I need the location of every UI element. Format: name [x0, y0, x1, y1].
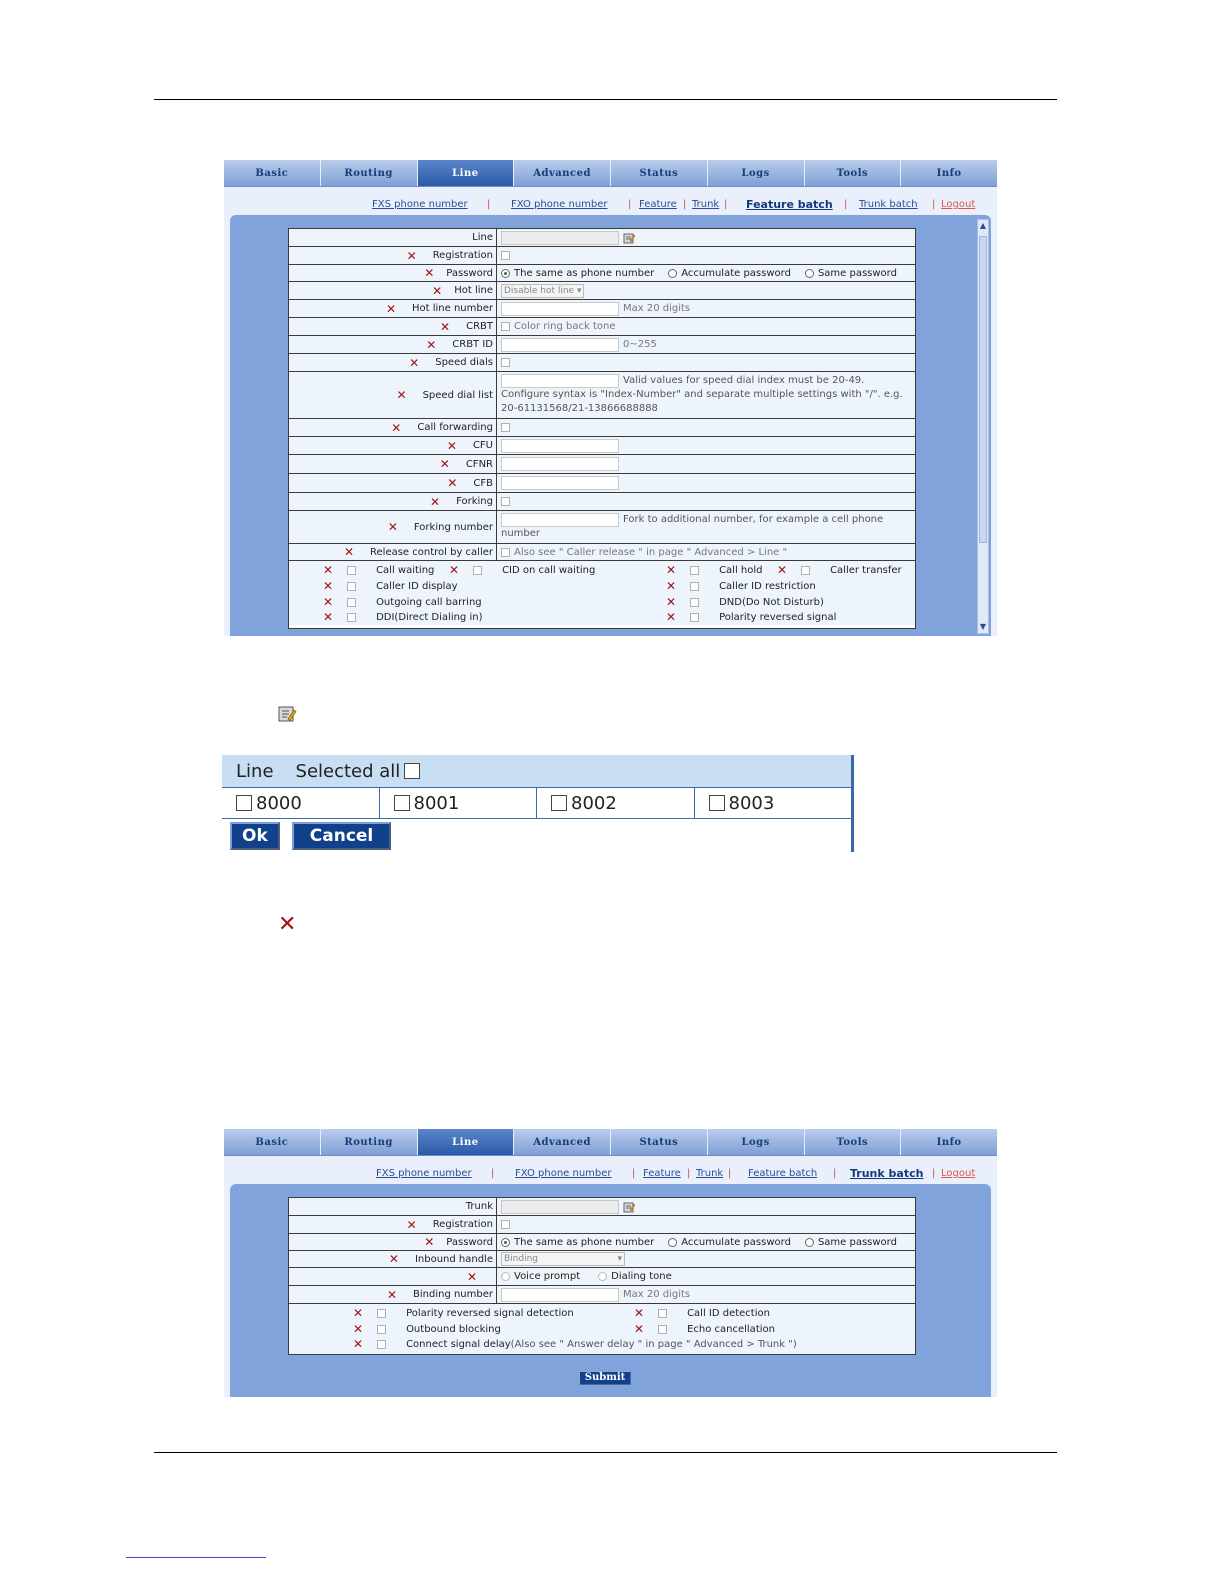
- registration-checkbox[interactable]: [501, 251, 510, 260]
- release-control-row: [289, 544, 915, 561]
- x-icon[interactable]: ✕: [353, 1322, 364, 1336]
- password-row: [289, 265, 915, 282]
- line-checkbox[interactable]: [551, 795, 567, 811]
- password-accumulate-label: Accumulate password: [681, 1236, 791, 1248]
- prompt-row: [289, 1268, 915, 1286]
- feature-batch-link[interactable]: Feature batch: [746, 198, 833, 211]
- x-icon[interactable]: ✕: [323, 563, 334, 577]
- speed-dial-help: Valid values for speed dial index must be 20-49. Configure syntax is "Index-Number" and separate multiple settings with "/". e.g. 20-61131568/21-13866688888: [501, 375, 903, 414]
- hot-line-select[interactable]: Disable hot line ▾: [501, 284, 584, 298]
- line-checkbox[interactable]: [394, 795, 410, 811]
- crbt-id-label: CRBT ID: [452, 339, 493, 350]
- sub-navigation: [224, 187, 997, 215]
- connect-signal-delay-label: Connect signal delay: [406, 1338, 511, 1350]
- voice-prompt-radio[interactable]: [501, 1272, 510, 1281]
- password-accumulate-radio[interactable]: [668, 1238, 677, 1247]
- crbt-desc: Color ring back tone: [514, 321, 616, 332]
- hot-line-number-row: [289, 300, 915, 318]
- trunk-batch-panel: [224, 1129, 997, 1397]
- x-icon[interactable]: ✕: [440, 319, 451, 334]
- password-same-radio[interactable]: [501, 1238, 510, 1247]
- separator: |: [487, 199, 491, 210]
- speed-dials-checkbox[interactable]: [501, 358, 510, 367]
- trunk-label: Trunk: [465, 1201, 493, 1212]
- fxs-link[interactable]: FXS phone number: [372, 199, 468, 210]
- outbound-blocking-label: Outbound blocking: [406, 1323, 501, 1335]
- registration-label: Registration: [432, 1219, 493, 1230]
- cfu-row: [289, 437, 915, 455]
- x-icon[interactable]: ✕: [386, 1287, 397, 1302]
- x-icon[interactable]: ✕: [391, 420, 402, 435]
- caller-id-restriction-checkbox[interactable]: [690, 582, 699, 591]
- x-icon[interactable]: ✕: [409, 355, 420, 370]
- password-label: Password: [446, 267, 493, 279]
- same-password-label: Same password: [817, 267, 897, 279]
- crbt-row: [289, 318, 915, 336]
- footnote-rule: [126, 1557, 266, 1558]
- tab-advanced[interactable]: Advanced: [514, 1129, 611, 1155]
- trunk-batch-link[interactable]: Trunk batch: [850, 1167, 924, 1180]
- fxo-link[interactable]: FXO phone number: [515, 1168, 612, 1179]
- x-icon[interactable]: ✕: [430, 494, 441, 509]
- trunk-form: [288, 1197, 916, 1355]
- line-options: [222, 787, 854, 819]
- line-option: [695, 788, 855, 818]
- main-tabs: [224, 160, 997, 187]
- speed-dial-list-input[interactable]: [501, 374, 619, 388]
- selected-all-checkbox[interactable]: [404, 763, 420, 779]
- polarity-checkbox[interactable]: [690, 613, 699, 622]
- sub-navigation: [224, 1156, 997, 1184]
- edit-icon[interactable]: [623, 232, 635, 244]
- x-icon[interactable]: ✕: [666, 610, 677, 624]
- cfb-row: [289, 474, 915, 493]
- tab-routing[interactable]: Routing: [321, 160, 418, 186]
- cid-on-call-waiting-label: CID on call waiting: [502, 564, 596, 576]
- feature-link[interactable]: Feature: [639, 199, 677, 210]
- hot-line-label: Hot line: [454, 285, 493, 296]
- password-same-label: The same as phone number: [514, 267, 655, 279]
- header-rule: [154, 99, 1057, 100]
- separator: |: [687, 1168, 691, 1179]
- trunk-batch-link[interactable]: Trunk batch: [859, 199, 918, 210]
- ok-button[interactable]: Ok: [230, 822, 280, 850]
- tab-routing[interactable]: Routing: [321, 1129, 418, 1155]
- hint: 0~255: [623, 339, 657, 350]
- tab-basic[interactable]: Basic: [224, 160, 321, 186]
- x-icon: ✕: [278, 912, 297, 937]
- line-option-label: 8003: [728, 792, 775, 814]
- password-same-radio[interactable]: [501, 269, 510, 278]
- line-option: [537, 788, 695, 818]
- tab-info[interactable]: Info: [936, 1137, 962, 1148]
- separator: |: [632, 1168, 636, 1179]
- hot-line-number-label: Hot line number: [412, 303, 493, 314]
- tab-line[interactable]: Line: [418, 1129, 515, 1155]
- separator: |: [728, 1168, 732, 1179]
- dnd-checkbox[interactable]: [690, 598, 699, 607]
- forking-help: Fork to additional number, for example a cell phone number: [501, 514, 884, 539]
- vertical-scrollbar[interactable]: [977, 219, 989, 634]
- hot-line-number-input[interactable]: [501, 302, 619, 316]
- outgoing-call-barring-label: Outgoing call barring: [376, 596, 482, 608]
- content-frame: [230, 215, 991, 636]
- separator: |: [932, 1168, 936, 1179]
- call-waiting-checkbox[interactable]: [347, 566, 356, 575]
- logout-link[interactable]: Logout: [941, 199, 976, 210]
- tab-line[interactable]: Line: [418, 160, 515, 186]
- x-icon[interactable]: ✕: [385, 301, 396, 316]
- x-icon[interactable]: ✕: [323, 579, 334, 593]
- selector-title: Line: [236, 760, 274, 782]
- x-icon[interactable]: ✕: [439, 457, 450, 471]
- feature-checkbox-grid: [289, 561, 915, 625]
- separator: |: [932, 199, 936, 210]
- crbt-id-input[interactable]: [501, 338, 619, 352]
- cfb-label: CFB: [473, 477, 493, 489]
- binding-number-label: Binding number: [413, 1289, 493, 1300]
- same-password-label: Same password: [817, 1236, 897, 1248]
- x-icon[interactable]: ✕: [353, 1337, 364, 1351]
- tab-logs[interactable]: Logs: [708, 1129, 805, 1155]
- content-frame: [230, 1184, 991, 1397]
- polarity-label: Polarity reversed signal: [719, 611, 837, 623]
- call-forwarding-row: [289, 419, 915, 437]
- speed-dial-list-label: Speed dial list: [422, 389, 493, 401]
- tab-status[interactable]: Status: [611, 160, 708, 186]
- x-icon[interactable]: ✕: [446, 438, 457, 453]
- registration-label: Registration: [432, 250, 493, 261]
- feature-link[interactable]: Feature: [643, 1168, 681, 1179]
- ddi-label: DDI(Direct Dialing in): [376, 611, 483, 623]
- forking-checkbox[interactable]: [501, 497, 510, 506]
- release-control-checkbox[interactable]: [501, 548, 510, 557]
- line-option: [222, 788, 380, 818]
- x-icon[interactable]: ✕: [353, 1306, 364, 1320]
- trunk-link[interactable]: Trunk: [692, 199, 720, 210]
- x-icon[interactable]: ✕: [426, 337, 437, 352]
- selected-all-label: Selected all: [295, 760, 401, 782]
- separator: |: [844, 199, 848, 210]
- polarity-detection-checkbox[interactable]: [377, 1309, 386, 1318]
- crbt-label: CRBT: [466, 321, 493, 332]
- cfnr-row: [289, 455, 915, 474]
- tab-status[interactable]: Status: [611, 1129, 708, 1155]
- edit-icon: [277, 704, 297, 728]
- registration-row: [289, 247, 915, 265]
- feature-batch-link[interactable]: Feature batch: [748, 1168, 818, 1179]
- call-forwarding-label: Call forwarding: [417, 422, 493, 433]
- tab-basic[interactable]: Basic: [224, 1129, 321, 1155]
- hint: Max 20 digits: [623, 1289, 691, 1300]
- line-option-label: 8000: [256, 792, 302, 814]
- password-accumulate-radio[interactable]: [668, 269, 677, 278]
- trunk-input[interactable]: [501, 1200, 619, 1214]
- outgoing-call-barring-checkbox[interactable]: [347, 598, 356, 607]
- x-icon[interactable]: ✕: [634, 1306, 645, 1320]
- x-icon[interactable]: ✕: [388, 1252, 399, 1266]
- feature-form: [288, 228, 916, 629]
- connect-signal-help: (Also see " Answer delay " in page " Advanced > Trunk "): [510, 1338, 797, 1350]
- tab-logs[interactable]: Logs: [708, 160, 805, 186]
- forking-number-row: [289, 511, 915, 544]
- x-icon[interactable]: ✕: [406, 1217, 417, 1232]
- separator: |: [833, 1168, 837, 1179]
- outbound-blocking-checkbox[interactable]: [377, 1325, 386, 1334]
- logout-link[interactable]: Logout: [941, 1168, 976, 1179]
- tab-tools[interactable]: Tools: [805, 160, 902, 186]
- voice-prompt-label: Voice prompt: [514, 1271, 581, 1282]
- release-help: Also see " Caller release " in page " Advanced > Line ": [514, 546, 788, 558]
- x-icon[interactable]: ✕: [343, 545, 355, 559]
- hot-line-row: [289, 282, 915, 300]
- line-option-label: 8001: [413, 792, 460, 814]
- cfnr-label: CFNR: [465, 458, 493, 470]
- call-id-detection-label: Call ID detection: [687, 1307, 770, 1319]
- speed-dial-list-row: [289, 372, 915, 419]
- ddi-checkbox[interactable]: [347, 613, 356, 622]
- x-icon[interactable]: ✕: [432, 283, 443, 298]
- crbt-id-row: [289, 336, 915, 354]
- cfb-input[interactable]: [501, 476, 619, 490]
- release-control-label: Release control by caller: [370, 546, 493, 558]
- chevron-down-icon: ▾: [617, 1254, 622, 1264]
- x-icon[interactable]: ✕: [323, 595, 334, 609]
- caller-transfer-label: Caller transfer: [830, 564, 902, 576]
- line-row: [289, 229, 915, 247]
- line-checkbox[interactable]: [236, 795, 252, 811]
- cid-on-call-waiting-checkbox[interactable]: [473, 566, 482, 575]
- tab-info[interactable]: Info: [936, 168, 962, 179]
- separator: |: [724, 199, 728, 210]
- call-hold-checkbox[interactable]: [690, 566, 699, 575]
- hot-line-select-value: Disable hot line: [504, 285, 575, 296]
- forking-number-label: Forking number: [413, 521, 493, 533]
- selector-footer: [222, 819, 854, 852]
- tab-advanced[interactable]: Advanced: [514, 160, 611, 186]
- password-same-label: The same as phone number: [514, 1236, 655, 1248]
- forking-row: [289, 493, 915, 511]
- separator: |: [683, 199, 687, 210]
- x-icon[interactable]: ✕: [777, 563, 788, 577]
- line-selector-dialog: [222, 755, 854, 852]
- cfu-label: CFU: [472, 440, 493, 451]
- feature-batch-panel: [224, 160, 997, 636]
- fxs-link[interactable]: FXS phone number: [376, 1168, 472, 1179]
- call-waiting-label: Call waiting: [376, 564, 435, 576]
- password-accumulate-label: Accumulate password: [681, 267, 791, 279]
- separator: |: [491, 1168, 495, 1179]
- dnd-label: DND(Do Not Disturb): [719, 596, 824, 608]
- fxo-link[interactable]: FXO phone number: [511, 199, 608, 210]
- x-icon[interactable]: ✕: [666, 579, 677, 593]
- trunk-checkbox-grid: [289, 1304, 915, 1354]
- inbound-handle-select[interactable]: [501, 1252, 625, 1266]
- scroll-up-icon[interactable]: ▲: [979, 221, 987, 230]
- forking-label: Forking: [456, 496, 493, 507]
- speed-dials-label: Speed dials: [435, 357, 493, 368]
- password-same-password-radio[interactable]: [805, 269, 814, 278]
- x-icon[interactable]: ✕: [406, 248, 417, 263]
- echo-cancellation-label: Echo cancellation: [687, 1323, 775, 1335]
- caller-id-display-label: Caller ID display: [376, 580, 458, 592]
- x-icon[interactable]: ✕: [634, 1322, 645, 1336]
- trunk-link[interactable]: Trunk: [696, 1168, 724, 1179]
- x-icon[interactable]: ✕: [666, 595, 677, 609]
- x-icon[interactable]: ✕: [449, 563, 460, 577]
- line-option: [380, 788, 538, 818]
- caller-id-restriction-label: Caller ID restriction: [719, 580, 816, 592]
- call-id-detection-checkbox[interactable]: [658, 1309, 667, 1318]
- inbound-handle-select-value: Binding: [504, 1254, 539, 1264]
- password-same-password-radio[interactable]: [805, 1238, 814, 1247]
- submit-button[interactable]: Submit: [579, 1371, 631, 1385]
- line-option-label: 8002: [571, 792, 617, 814]
- selector-header: [222, 755, 854, 787]
- connect-signal-delay-checkbox[interactable]: [377, 1340, 386, 1349]
- inbound-handle-label: Inbound handle: [414, 1253, 493, 1265]
- main-tabs: [224, 1129, 997, 1156]
- call-hold-label: Call hold: [719, 564, 763, 576]
- cfnr-input[interactable]: [501, 457, 619, 471]
- echo-cancellation-checkbox[interactable]: [658, 1325, 667, 1334]
- tab-tools[interactable]: Tools: [805, 1129, 902, 1155]
- dialing-tone-label: Dialing tone: [611, 1271, 672, 1282]
- binding-number-input[interactable]: [501, 1288, 619, 1302]
- inbound-handle-row: [289, 1251, 915, 1268]
- x-icon[interactable]: ✕: [424, 266, 435, 280]
- x-icon[interactable]: ✕: [323, 610, 334, 624]
- polarity-detection-label: Polarity reversed signal detection: [406, 1307, 574, 1319]
- registration-checkbox[interactable]: [501, 1220, 510, 1229]
- password-label: Password: [446, 1236, 493, 1248]
- password-row: [289, 1234, 915, 1251]
- crbt-checkbox[interactable]: [501, 322, 510, 331]
- scroll-thumb[interactable]: [979, 236, 987, 543]
- line-label: Line: [472, 232, 493, 243]
- forking-number-input[interactable]: [501, 513, 619, 527]
- x-icon[interactable]: ✕: [396, 388, 407, 402]
- cfu-input[interactable]: [501, 439, 619, 453]
- speed-dials-row: [289, 354, 915, 372]
- scroll-down-icon[interactable]: ▼: [979, 622, 987, 631]
- registration-row: [289, 1216, 915, 1234]
- trunk-row: [289, 1198, 915, 1216]
- x-icon[interactable]: ✕: [666, 563, 677, 577]
- call-forwarding-checkbox[interactable]: [501, 423, 510, 432]
- line-input[interactable]: [501, 231, 619, 245]
- binding-number-row: [289, 1286, 915, 1304]
- caller-id-display-checkbox[interactable]: [347, 582, 356, 591]
- x-icon[interactable]: ✕: [387, 520, 398, 534]
- line-checkbox[interactable]: [709, 795, 725, 811]
- hint: Max 20 digits: [623, 303, 691, 314]
- footer-rule: [154, 1452, 1057, 1453]
- edit-icon[interactable]: [623, 1201, 635, 1213]
- x-icon[interactable]: ✕: [424, 1235, 435, 1249]
- cancel-button[interactable]: Cancel: [292, 822, 391, 850]
- x-icon[interactable]: ✕: [447, 476, 458, 490]
- x-icon[interactable]: ✕: [466, 1269, 477, 1284]
- caller-transfer-checkbox[interactable]: [801, 566, 810, 575]
- separator: |: [628, 199, 632, 210]
- dialing-tone-radio[interactable]: [598, 1272, 607, 1281]
